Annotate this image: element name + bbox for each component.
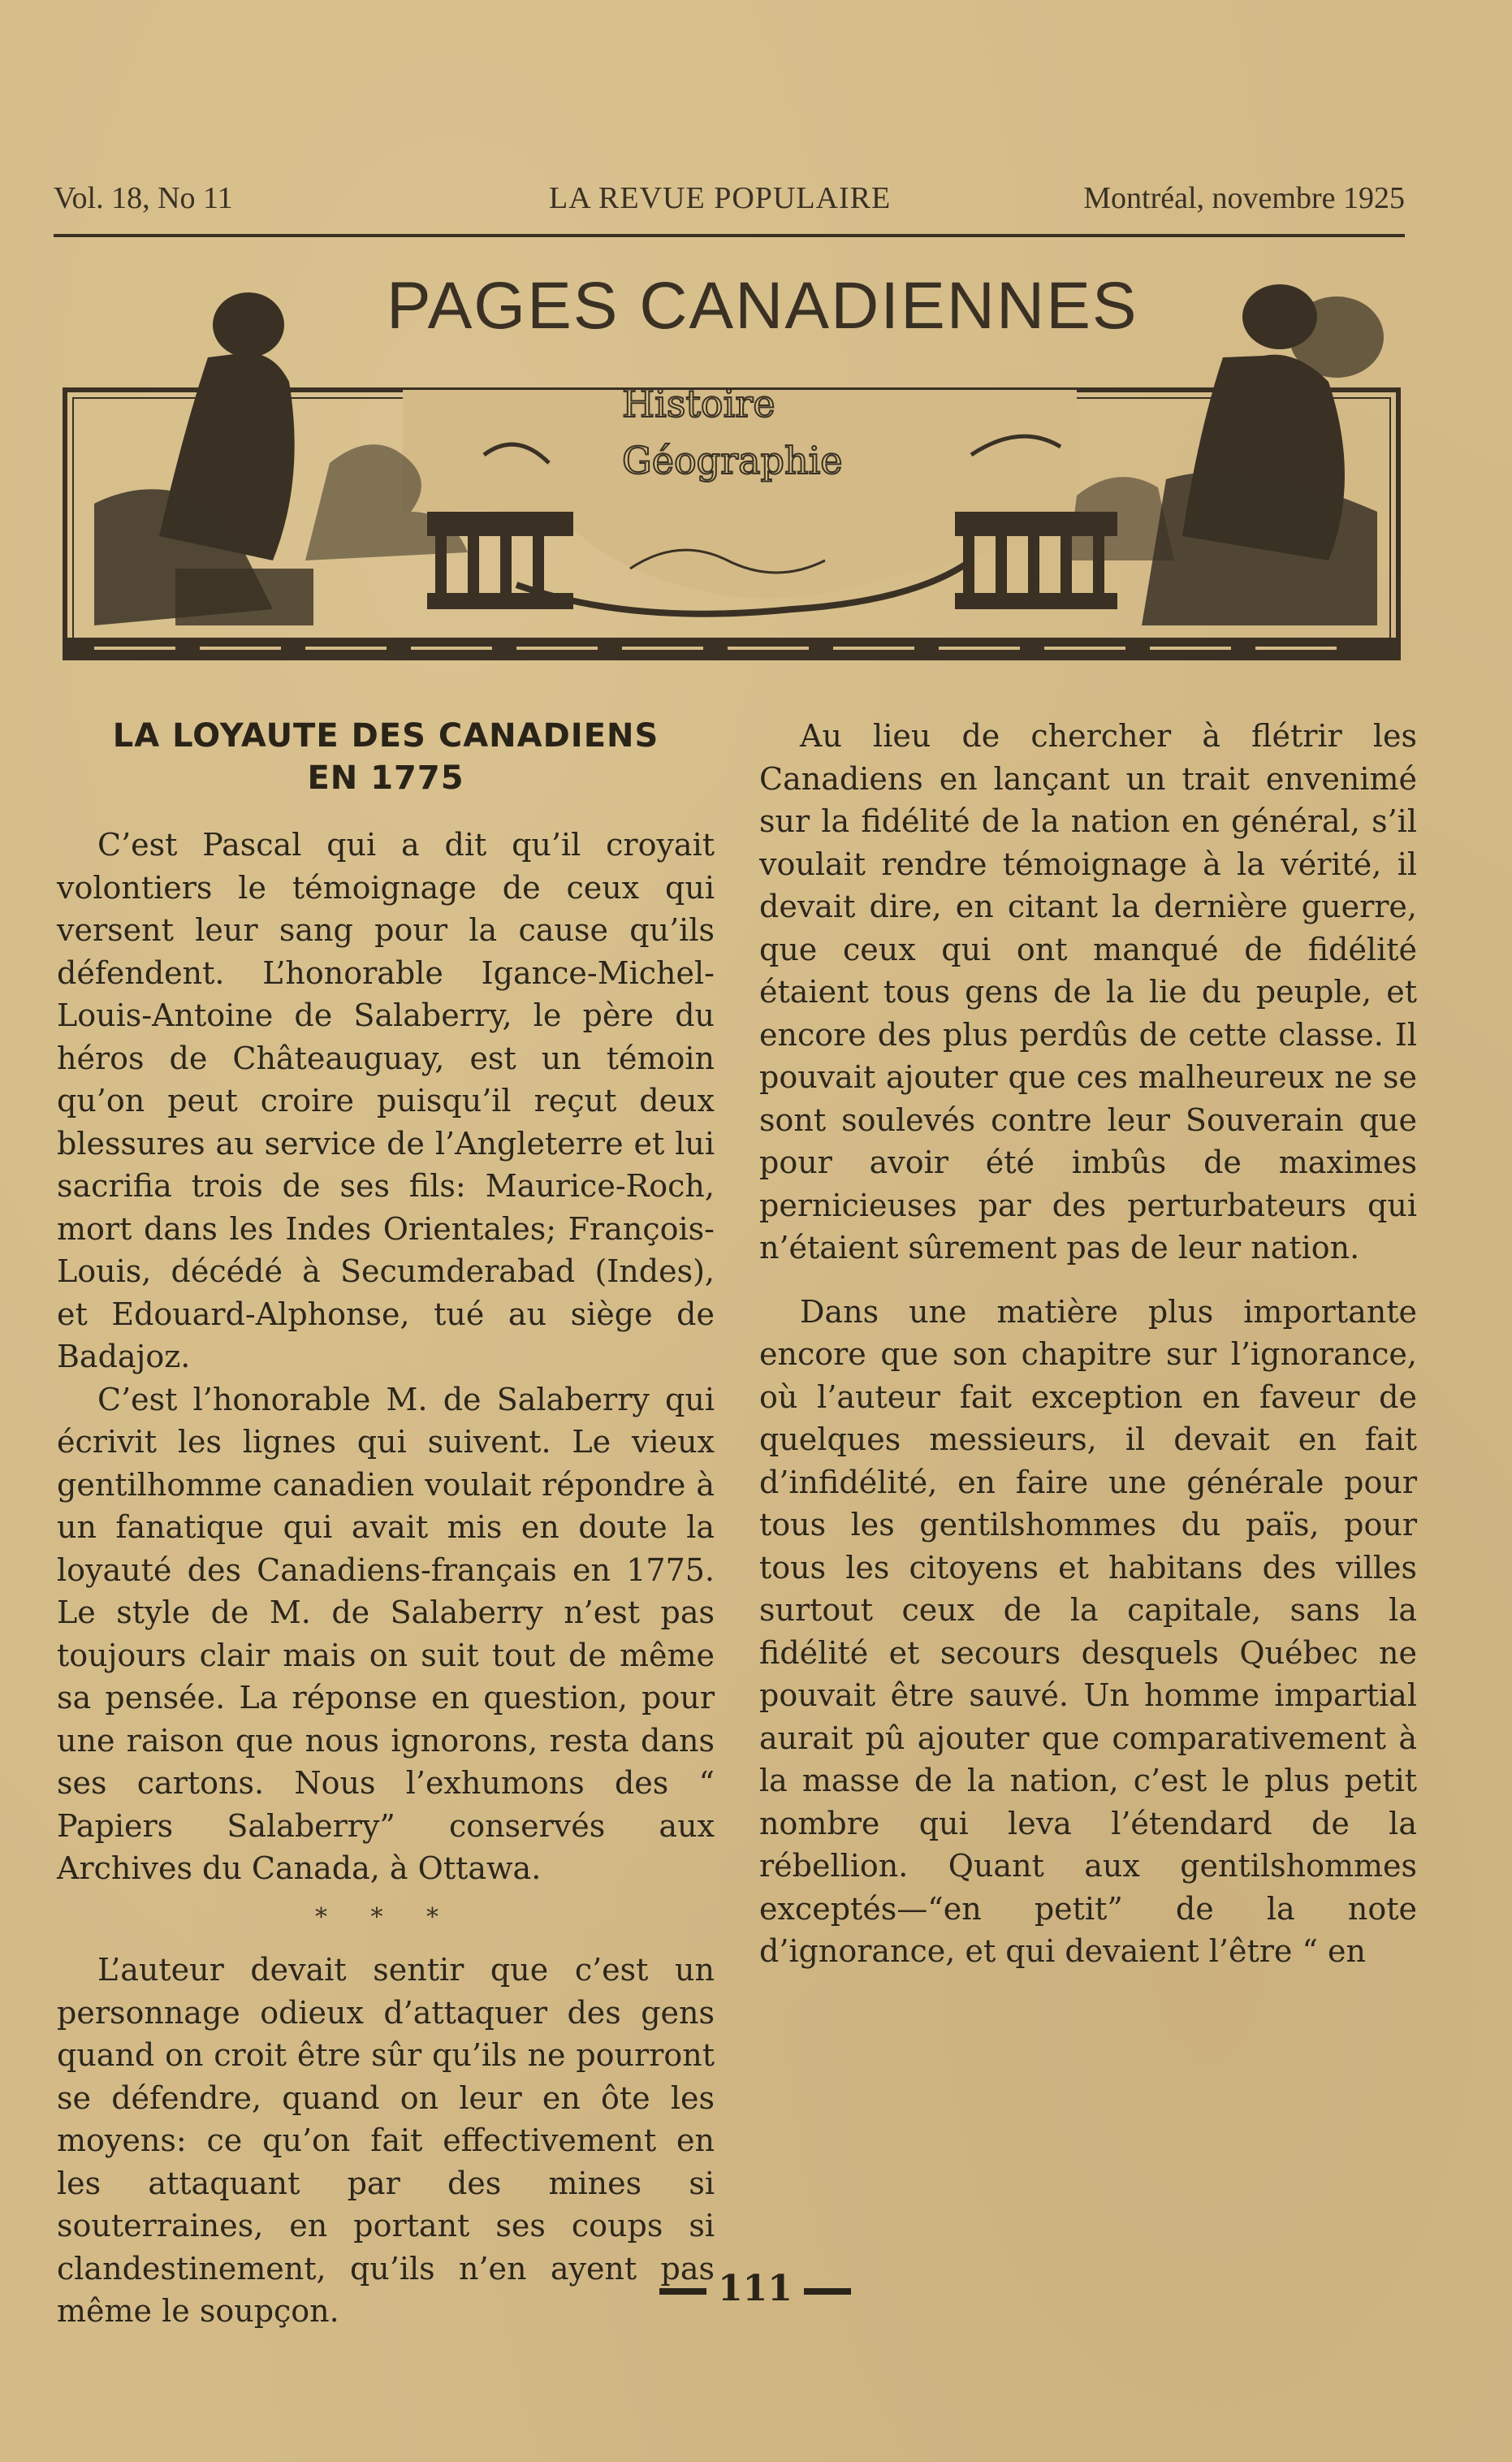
issue-date: Montréal, novembre 1925: [1083, 181, 1405, 215]
paragraph-2: C’est l’honorable M. de Salaberry qui écrivit les lignes qui suivent. Le vieux gentilhomme canadien voulait répondre à un fanatique qui avait mis en doute la loyauté des Canadiens-français en 1775. Le style de M. de Salaberry n’est pas toujours clair mais on suit tout de même sa pensée. La réponse en question, pour une raison que nous ignorons, resta dans ses cartons. Nous l’exhumons des “ Papiers Salaberry” conservés aux Archives du Canada, à Ottawa.: [57, 1381, 715, 1886]
section-banner: [62, 268, 1402, 674]
publication-title: LA REVUE POPULAIRE: [549, 181, 892, 215]
folio-number: 111: [718, 2268, 793, 2309]
volume-number: Vol. 18, No 11: [54, 181, 233, 215]
paragraph-1: C’est Pascal qui a dit qu’il croyait volontiers le témoignage de ceux qui versent leur sang pour la cause qu’ils défendent. L’honorable Igance-Michel-Louis-Antoine de Salaberry, le père du héros de Châteauguay, est un témoin qu’on peut croire puisqu’il reçut deux blessures au service de l’Angleterre et lui sacrifia trois de ses fils: Maurice-Roch, mort dans les Indes Orientales; François-Louis, décédé à Secumderabad (Indes), et Edouard-Alphonse, tué au siège de Badajoz.: [57, 827, 715, 1374]
paragraph-5: Dans une matière plus importante encore que son chapitre sur l’ignorance, où l’auteur fait exception en faveur de quelques messieurs, il devait en fait d’infidélité, en faire une générale pour tous les gentilshommes du païs, pour tous les citoyens et habitans des villes surtout ceux de la capitale, sans la fidélité et secours desquels Québec ne pouvait être sauvé. Un homme impartial aurait pû ajouter que comparativement à la masse de la nation, c’est le plus petit nombre qui leva l’étendard de la rébellion. Quant aux gentilshommes exceptés—“en petit” de la note d’ignorance, et qui devaient l’être “ en: [759, 1293, 1417, 1969]
header-rule: [54, 234, 1405, 237]
paragraph-3: L’auteur devait sentir que c’est un personnage odieux d’attaquer des gens quand on croit être sûr qu’ils ne pourront se défendre, quand on leur en ôte les moyens: ce qu’on fait effectivement en les attaquant par des mines si souterraines, en portant ses coups si clandestinement, qu’ils n’en ayent pas même le soupçon.: [57, 1952, 715, 2329]
page-number: [642, 2268, 869, 2309]
section-separator: * * *: [314, 1902, 457, 1932]
right-column: [759, 715, 1417, 1973]
folio-dash-left: [659, 2288, 706, 2295]
folio-dash-right: [804, 2288, 851, 2295]
article-title-line-2: EN 1775: [307, 759, 464, 797]
running-head: [54, 180, 1405, 224]
article-title: [57, 715, 715, 799]
article-title-line-1: LA LOYAUTE DES CANADIENS: [112, 717, 659, 755]
paragraph-4: Au lieu de chercher à flétrir les Canadiens en lançant un trait envenimé sur la fidélité de la nation en général, s’il voulait rendre témoignage à la vérité, il devait dire, en citant la dernière guerre, que ceux qui ont manqué de fidélité étaient tous gens de la lie du peuple, et encore des plus perdûs de cette classe. Il pouvait ajouter que ces malheureux ne se sont soulevés contre leur Souverain que pour avoir été imbûs de maximes pernicieuses par des perturbateurs qui n’étaient sûrement pas de leur nation.: [759, 718, 1417, 1266]
banner-subtitle-geography: Géographie: [622, 439, 843, 482]
left-column: [57, 715, 715, 2333]
banner-title: PAGES CANADIENNES: [387, 269, 1138, 343]
banner-subtitle-history: Histoire: [622, 382, 775, 426]
